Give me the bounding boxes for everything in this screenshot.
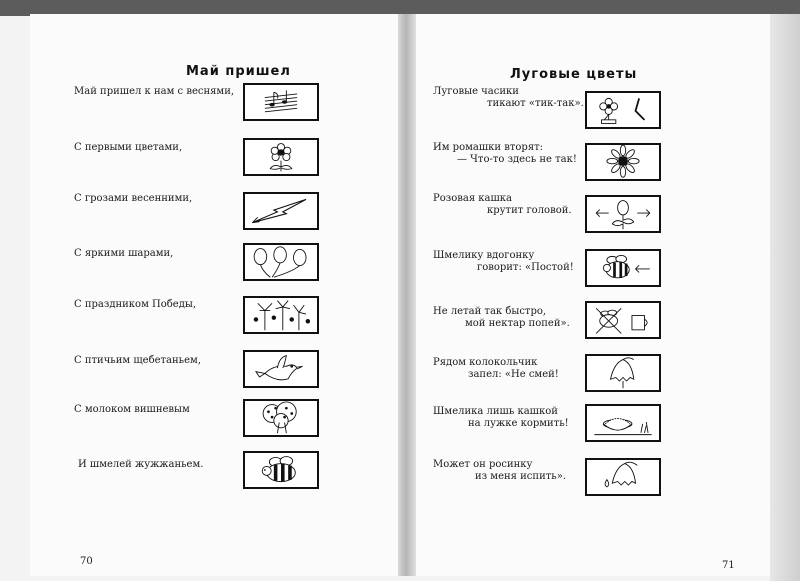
honey-bowl-picture (585, 404, 661, 442)
verse-line: Шмелику вдогонку (433, 250, 535, 261)
left-page (30, 14, 408, 576)
flower-picture (243, 138, 319, 176)
poem-line: С первыми цветами, (74, 142, 183, 153)
lightning-picture (243, 192, 319, 230)
verse-line: крутит головой. (487, 205, 572, 216)
page-edges (770, 14, 800, 581)
verse-line: Может он росинку (433, 459, 533, 470)
left-page-title: Май пришел (186, 64, 291, 79)
right-page-title: Луговые цветы (510, 67, 638, 82)
verse-line: мой нектар попей». (465, 318, 570, 329)
bee-cup-picture (585, 301, 661, 339)
verse-line: Им ромашки вторят: (433, 142, 544, 153)
verse-line: Не летай так быстро, (433, 306, 547, 317)
poem-line: С праздником Победы, (74, 299, 197, 310)
poem-line: И шмелей жужжаньем. (78, 459, 204, 470)
music-notes-picture (243, 83, 319, 121)
book-spine (398, 14, 416, 576)
verse-line: Рядом колокольчик (433, 357, 538, 368)
left-page-number: 70 (80, 556, 93, 567)
flower-clock-picture (585, 91, 661, 129)
verse-line: запел: «Не смей! (468, 369, 559, 380)
bellflower-dew-picture (585, 458, 661, 496)
clover-picture (585, 195, 661, 233)
bellflower-picture (585, 354, 661, 392)
poem-line: С птичьим щебетаньем, (74, 355, 202, 366)
right-page-number: 71 (722, 560, 735, 571)
poem-line: С грозами весенними, (74, 193, 193, 204)
daisy-picture (585, 143, 661, 181)
verse-line: говорит: «Постой! (477, 262, 574, 273)
verse-line: Шмелика лишь кашкой (433, 406, 558, 417)
verse-line: из меня испить». (475, 471, 567, 482)
balloons-picture (243, 243, 319, 281)
bumblebee-picture (243, 451, 319, 489)
bee-arrow-picture (585, 249, 661, 287)
cherry-tree-picture (243, 399, 319, 437)
verse-line: Луговые часики (433, 86, 519, 97)
verse-line: тикают «тик-так». (487, 98, 584, 109)
poem-line: Май пришел к нам с веснями, (74, 86, 235, 97)
poem-line: С яркими шарами, (74, 248, 174, 259)
poem-line: С молоком вишневым (74, 404, 190, 415)
verse-line: Розовая кашка (433, 193, 513, 204)
bird-picture (243, 350, 319, 388)
verse-line: — Что-то здесь не так! (457, 154, 577, 165)
verse-line: на лужке кормить! (468, 418, 569, 429)
fireworks-picture (243, 296, 319, 334)
